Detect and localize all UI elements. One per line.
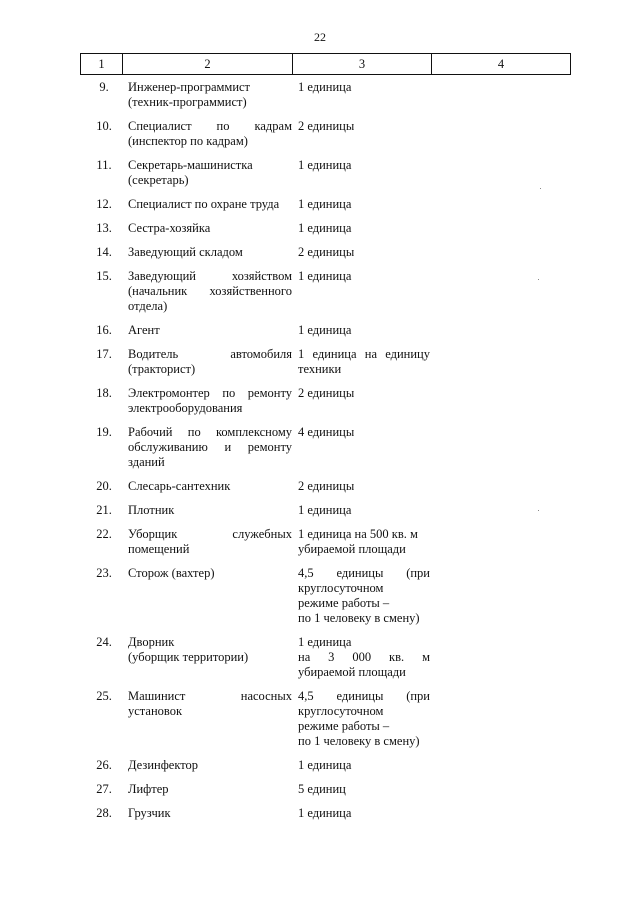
table-row	[80, 566, 572, 626]
staff-quantity	[298, 425, 430, 440]
position-name-line: Уборщик служебных	[128, 527, 292, 541]
column-header-1: 1	[81, 54, 123, 75]
staff-quantity-line: 1 единица	[298, 758, 352, 772]
staff-quantity	[298, 635, 430, 680]
staff-quantity-line: 4,5 единицы (при	[298, 689, 430, 703]
staff-quantity-line: 1 единица на единицу	[298, 347, 430, 361]
staff-quantity-line: круглосуточном	[298, 581, 384, 595]
row-number: 9.	[99, 80, 109, 94]
row-number: 25.	[96, 689, 112, 703]
staff-quantity-line: 1 единица	[298, 269, 352, 283]
position-name	[128, 479, 292, 494]
staff-quantity	[298, 197, 430, 212]
position-name-line: помещений	[128, 542, 190, 556]
row-number: 17.	[96, 347, 112, 361]
page-number: 22	[314, 30, 326, 44]
table-row	[80, 80, 572, 110]
staff-quantity	[298, 806, 430, 821]
row-number: 18.	[96, 386, 112, 400]
row-number: 27.	[96, 782, 112, 796]
position-name-line: Машинист насосных	[128, 689, 292, 703]
position-name	[128, 347, 292, 377]
scan-speck	[538, 279, 539, 280]
staff-quantity-line: 2 единицы	[298, 119, 355, 133]
row-number: 26.	[96, 758, 112, 772]
position-name-line: (техник-программист)	[128, 95, 247, 109]
staff-quantity-line: на 3 000 кв. м	[298, 650, 430, 664]
position-name	[128, 527, 292, 557]
table-row	[80, 503, 572, 518]
staff-quantity	[298, 479, 430, 494]
scan-speck	[540, 188, 541, 189]
row-number: 28.	[96, 806, 112, 820]
position-name	[128, 425, 292, 470]
table-row	[80, 479, 572, 494]
position-name	[128, 689, 292, 719]
position-name-line: Инженер-программист	[128, 80, 251, 94]
table-row	[80, 425, 572, 470]
column-header-3: 3	[293, 54, 432, 75]
staff-quantity-line: 1 единица	[298, 197, 352, 211]
position-name	[128, 158, 292, 188]
row-number: 13.	[96, 221, 112, 235]
staff-quantity	[298, 386, 430, 401]
position-name-line: Плотник	[128, 503, 175, 517]
staff-quantity	[298, 527, 430, 557]
row-number: 14.	[96, 245, 112, 259]
position-name-line: (инспектор по кадрам)	[128, 134, 248, 148]
row-number: 15.	[96, 269, 112, 283]
table-row	[80, 119, 572, 149]
table-row	[80, 323, 572, 338]
staff-quantity-line: 2 единицы	[298, 245, 355, 259]
column-header-table	[80, 53, 571, 75]
position-name	[128, 782, 292, 797]
staff-quantity-line: по 1 человеку в смену)	[298, 611, 420, 625]
position-name-line: Слесарь-сантехник	[128, 479, 231, 493]
position-name	[128, 80, 292, 110]
row-number: 24.	[96, 635, 112, 649]
position-name-line: зданий	[128, 455, 165, 469]
staff-quantity	[298, 566, 430, 626]
column-header-2: 2	[123, 54, 293, 75]
position-name-line: электрооборудования	[128, 401, 243, 415]
staff-quantity-line: 4 единицы	[298, 425, 355, 439]
staff-quantity	[298, 269, 430, 284]
row-number: 21.	[96, 503, 112, 517]
table-row	[80, 221, 572, 236]
table-row	[80, 527, 572, 557]
staff-quantity-line: 1 единица	[298, 635, 352, 649]
staff-quantity-line: 2 единицы	[298, 386, 355, 400]
position-name-line: (тракторист)	[128, 362, 196, 376]
scan-speck	[538, 510, 539, 511]
staff-quantity	[298, 119, 430, 134]
position-name-line: Дезинфектор	[128, 758, 199, 772]
position-name-line: Агент	[128, 323, 160, 337]
position-name	[128, 566, 292, 581]
position-name	[128, 806, 292, 821]
position-name-line: Сестра-хозяйка	[128, 221, 211, 235]
position-name-line: Специалист по охране труда	[128, 197, 280, 211]
position-name-line: Заведующий хозяйством	[128, 269, 292, 283]
position-name-line: Водитель автомобиля	[128, 347, 292, 361]
position-name	[128, 635, 292, 665]
position-name	[128, 245, 292, 260]
position-name-line: Специалист по кадрам	[128, 119, 292, 133]
row-number: 12.	[96, 197, 112, 211]
position-name-line: обслуживанию и ремонту	[128, 440, 292, 454]
staff-quantity-line: 1 единица на 500 кв. м	[298, 527, 418, 541]
staff-quantity-line: техники	[298, 362, 342, 376]
position-name	[128, 758, 292, 773]
row-number: 19.	[96, 425, 112, 439]
position-name	[128, 119, 292, 149]
staff-quantity-line: 1 единица	[298, 158, 352, 172]
table-row	[80, 635, 572, 680]
position-name-line: Грузчик	[128, 806, 171, 820]
staff-quantity-line: убираемой площади	[298, 542, 406, 556]
row-number: 20.	[96, 479, 112, 493]
staff-quantity	[298, 158, 430, 173]
position-name-line: (уборщик территории)	[128, 650, 249, 664]
position-name-line: установок	[128, 704, 183, 718]
column-header-4: 4	[432, 54, 571, 75]
table-row	[80, 269, 572, 314]
table-row	[80, 806, 572, 821]
staff-quantity	[298, 782, 430, 797]
staff-quantity	[298, 347, 430, 377]
position-name	[128, 503, 292, 518]
position-name	[128, 386, 292, 416]
staff-quantity-line: 1 единица	[298, 323, 352, 337]
staff-quantity	[298, 80, 430, 95]
position-name	[128, 269, 292, 314]
table-row	[80, 347, 572, 377]
staff-quantity	[298, 245, 430, 260]
staff-quantity	[298, 221, 430, 236]
staff-quantity	[298, 503, 430, 518]
position-name-line: Заведующий складом	[128, 245, 243, 259]
position-name-line: Электромонтер по ремонту	[128, 386, 292, 400]
row-number: 23.	[96, 566, 112, 580]
row-number: 16.	[96, 323, 112, 337]
staff-quantity-line: круглосуточном	[298, 704, 384, 718]
position-name-line: (начальник хозяйственного	[128, 284, 292, 298]
staff-quantity-line: 1 единица	[298, 80, 352, 94]
position-name-line: Рабочий по комплексному	[128, 425, 292, 439]
staff-quantity-line: 5 единиц	[298, 782, 346, 796]
staff-quantity-line: режиме работы –	[298, 596, 390, 610]
position-name-line: (секретарь)	[128, 173, 189, 187]
row-number: 11.	[96, 158, 112, 172]
position-name-line: Дворник	[128, 635, 175, 649]
position-name-line: отдела)	[128, 299, 168, 313]
table-row	[80, 689, 572, 749]
position-name-line: Лифтер	[128, 782, 169, 796]
table-row	[80, 197, 572, 212]
staff-quantity-line: 1 единица	[298, 503, 352, 517]
table-row	[80, 386, 572, 416]
table-row	[80, 782, 572, 797]
position-name-line: Секретарь-машинистка	[128, 158, 253, 172]
staff-quantity-line: 4,5 единицы (при	[298, 566, 430, 580]
staff-quantity-line: убираемой площади	[298, 665, 406, 679]
row-number: 22.	[96, 527, 112, 541]
table-row	[80, 158, 572, 188]
staff-quantity	[298, 758, 430, 773]
position-name	[128, 197, 292, 212]
staff-quantity	[298, 323, 430, 338]
staff-quantity-line: по 1 человеку в смену)	[298, 734, 420, 748]
staff-quantity-line: 1 единица	[298, 221, 352, 235]
position-name-line: Сторож (вахтер)	[128, 566, 215, 580]
row-number: 10.	[96, 119, 112, 133]
table-row	[80, 758, 572, 773]
staff-quantity-line: 2 единицы	[298, 479, 355, 493]
position-name	[128, 323, 292, 338]
position-name	[128, 221, 292, 236]
table-row	[80, 245, 572, 260]
staff-list	[80, 80, 572, 830]
staff-quantity-line: режиме работы –	[298, 719, 390, 733]
staff-quantity	[298, 689, 430, 749]
staff-quantity-line: 1 единица	[298, 806, 352, 820]
